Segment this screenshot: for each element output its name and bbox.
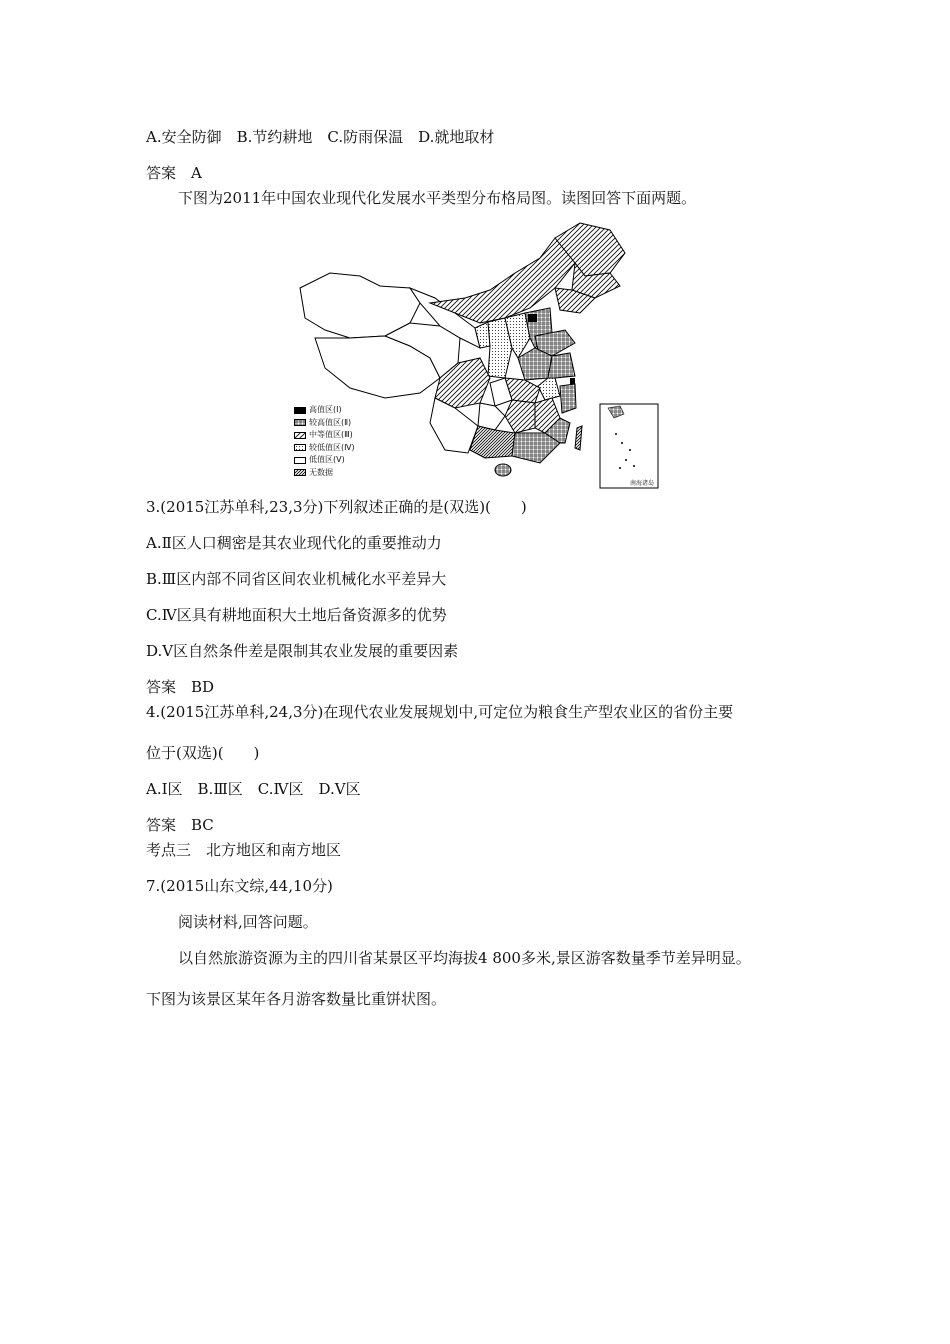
legend-label: 无数据 xyxy=(309,467,333,477)
q3-stem: 3.(2015江苏单科,23,3分)下列叙述正确的是(双选)( ) xyxy=(146,498,527,516)
q4-answer: 答案 BC xyxy=(146,816,214,834)
region-beijing xyxy=(528,314,537,322)
region-guangxi xyxy=(470,426,515,458)
legend-item-upper-high xyxy=(294,417,355,430)
region-guizhou xyxy=(478,403,505,430)
legend-swatch-dense-diagonal xyxy=(294,469,306,476)
legend-swatch-crosshatch xyxy=(294,419,306,426)
south-china-sea-inset xyxy=(600,404,658,488)
region-inner-mongolia xyxy=(430,233,575,323)
legend-item-medium xyxy=(294,429,355,442)
q4-stem-line1: 4.(2015江苏单科,24,3分)在现代农业发展规划中,可定位为粮食生产型农业区的省份主要 xyxy=(146,703,734,721)
section-heading: 考点三 北方地区和南方地区 xyxy=(146,841,342,859)
legend-item-no-data xyxy=(294,467,355,480)
region-hunan xyxy=(505,400,535,433)
legend-swatch-dots xyxy=(294,444,306,451)
q7-material-line1: 以自然旅游资源为主的四川省某景区平均海拔4 800多米,景区游客数量季节差异明显。 xyxy=(178,949,751,967)
china-agriculture-map xyxy=(290,218,662,490)
prev-question-options: A.安全防御 B.节约耕地 C.防雨保温 D.就地取材 xyxy=(146,128,495,146)
legend-item-high xyxy=(294,404,355,417)
q3-option-d: D.Ⅴ区自然条件差是限制其农业发展的重要因素 xyxy=(146,642,459,660)
legend-item-low xyxy=(294,454,355,467)
region-taiwan xyxy=(575,426,582,450)
q3-option-a: A.Ⅱ区人口稠密是其农业现代化的重要推动力 xyxy=(146,534,442,552)
q7-stem: 7.(2015山东文综,44,10分) xyxy=(146,877,333,895)
q7-instruction: 阅读材料,回答问题。 xyxy=(178,913,318,931)
q3-option-b: B.Ⅲ区内部不同省区间农业机械化水平差异大 xyxy=(146,570,447,588)
region-jiangsu xyxy=(548,353,575,378)
prev-question-answer: 答案 A xyxy=(146,164,202,182)
legend-item-lower-low xyxy=(294,442,355,455)
q3-answer: 答案 BD xyxy=(146,678,215,696)
map-legend xyxy=(294,404,355,479)
q7-material-line2: 下图为该景区某年各月游客数量比重饼状图。 xyxy=(146,990,447,1008)
legend-label: 高值区(Ⅰ) xyxy=(309,405,342,414)
region-anhui xyxy=(538,378,560,400)
q3-option-c: C.Ⅳ区具有耕地面积大土地后备资源多的优势 xyxy=(146,606,447,624)
map-intro: 下图为2011年中国农业现代化发展水平类型分布格局图。读图回答下面两题。 xyxy=(178,189,697,207)
legend-swatch-blank xyxy=(294,457,306,464)
legend-swatch-diagonal xyxy=(294,432,306,439)
inset-label: 南海诸岛 xyxy=(630,480,655,487)
region-zhejiang xyxy=(560,384,576,413)
legend-swatch-solid xyxy=(294,407,306,414)
region-hainan xyxy=(495,464,511,476)
q4-options: A.Ⅰ区 B.Ⅲ区 C.Ⅳ区 D.Ⅴ区 xyxy=(146,780,361,798)
region-shanghai xyxy=(570,378,575,384)
legend-label: 中等值区(Ⅲ) xyxy=(309,430,353,439)
legend-label: 低值区(Ⅴ) xyxy=(309,455,345,464)
q4-stem-line2: 位于(双选)( ) xyxy=(146,744,260,762)
legend-label: 较低值区(Ⅳ) xyxy=(309,442,355,452)
legend-label: 较高值区(Ⅱ) xyxy=(309,417,352,427)
